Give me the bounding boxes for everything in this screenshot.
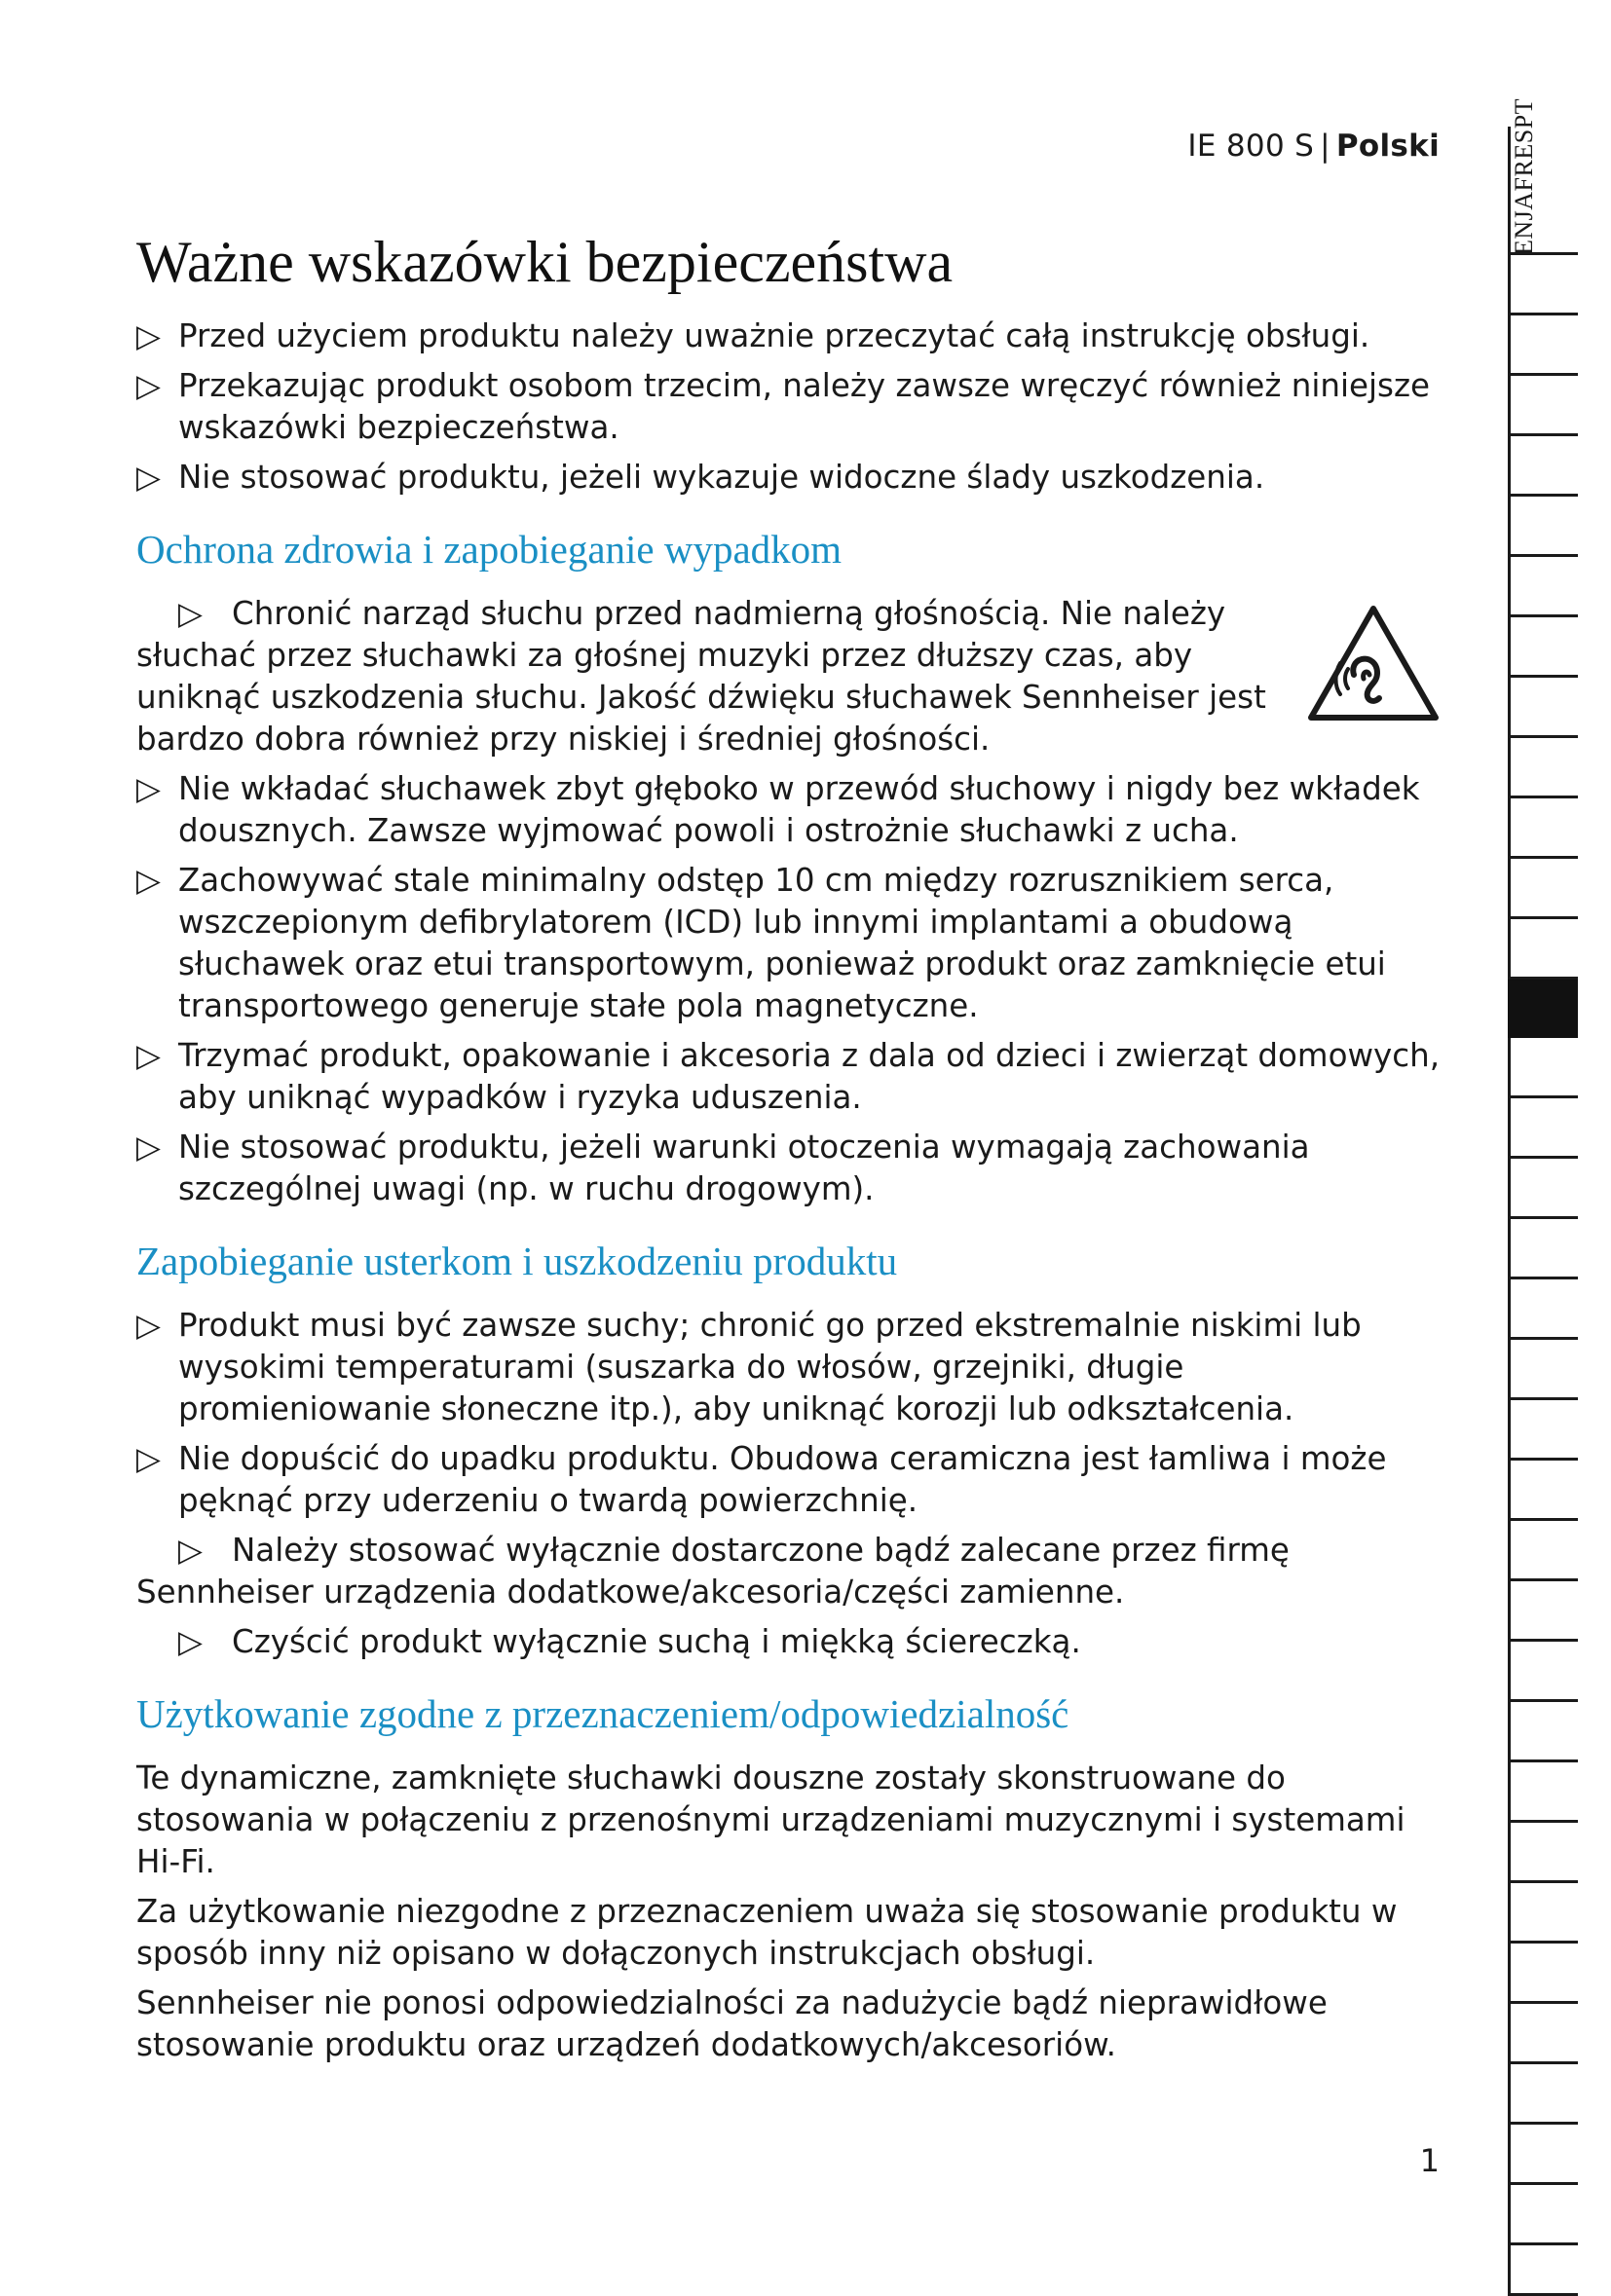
language-tab[interactable] (1508, 2064, 1578, 2125)
list-item-text: Trzymać produkt, opakowanie i akcesoria z dala od dzieci i zwierząt domowych, aby uniknąć wypadków i ryzyka uduszenia. (178, 1037, 1441, 1117)
bullet-triangle-icon: ▷ (178, 1623, 203, 1661)
language-tab[interactable] (1508, 1762, 1578, 1823)
list-item (136, 1621, 1442, 1663)
language-tab[interactable] (1508, 1159, 1578, 1219)
language-tab[interactable] (1508, 2004, 1578, 2064)
list-item (136, 593, 1286, 760)
language-tab[interactable] (1508, 1340, 1578, 1400)
bullet-triangle-icon: ▷ (136, 367, 161, 404)
list-item-text: Czyścić produkt wyłącznie suchą i miękką ściereczką. (232, 1623, 1081, 1661)
list-item-text: Przed użyciem produktu należy uważnie przeczytać całą instrukcję obsługi. (178, 317, 1370, 354)
language-tab[interactable] (1508, 919, 1578, 980)
language-tab[interactable] (1508, 497, 1578, 557)
section-title-usage: Użytkowanie zgodne z przeznaczeniem/odpowiedzialność (136, 1691, 1069, 1737)
language-tab[interactable] (1508, 1702, 1578, 1762)
header-language: Polski (1335, 129, 1440, 164)
language-tab[interactable] (1508, 1400, 1578, 1461)
language-tab[interactable] (1508, 557, 1578, 617)
list-item-text: Przekazując produkt osobom trzecim, należy zawsze wręczyć również niniejsze wskazówki bezpieczeństwa. (178, 367, 1431, 446)
language-tab[interactable] (1508, 1944, 1578, 2004)
list-item (136, 1127, 1442, 1210)
list-item-text: Produkt musi być zawsze suchy; chronić go przed ekstremalnie niskimi lub wysokimi temperaturami (suszarka do włosów, grzejniki, długie promieniowanie słoneczne itp.), aby uniknąć korozji lub odkształcenia. (178, 1307, 1362, 1428)
page-header (1187, 129, 1440, 164)
health-list (136, 768, 1442, 1210)
language-tab[interactable] (1508, 1038, 1578, 1098)
damage-list (136, 1305, 1442, 1663)
list-item (136, 1438, 1442, 1522)
section-title-health: Ochrona zdrowia i zapobieganie wypadkom (136, 527, 843, 572)
page-title: Ważne wskazówki bezpieczeństwa (136, 230, 954, 294)
language-tab[interactable] (1508, 436, 1578, 497)
language-tab[interactable] (1508, 255, 1578, 315)
list-item (136, 1035, 1442, 1119)
language-tab[interactable] (1508, 315, 1578, 376)
bullet-triangle-icon: ▷ (136, 1037, 161, 1075)
list-item (136, 860, 1442, 1027)
language-tab[interactable] (1508, 859, 1578, 919)
list-item-text: Należy stosować wyłącznie dostarczone bądź zalecane przez firmę Sennheiser urządzenia dodatkowe/akcesoria/części zamienne. (136, 1532, 1290, 1611)
list-item-text: Zachowywać stale minimalny odstęp 10 cm między rozrusznikiem serca, wszczepionym defibrylatorem (ICD) lub innymi implantami a obudową słuchawek oraz etui transportowym, ponieważ produkt oraz zamknięcie etui transportowego generuje stałe pola magnetyczne. (178, 862, 1386, 1025)
hearing-warning-icon (1305, 603, 1442, 723)
bullet-triangle-icon: ▷ (136, 862, 161, 900)
list-item-text: Chronić narząd słuchu przed nadmierną głośnością. Nie należy słuchać przez słuchawki za głośnej muzyki przez dłuższy czas, aby uniknąć uszkodzenia słuchu. Jakość dźwięku słuchawek Sennheiser jest bardzo dobra również przy niskiej i średniej głośności. (136, 595, 1266, 759)
language-tab[interactable] (1508, 738, 1578, 798)
list-item-text: Nie stosować produktu, jeżeli wykazuje widoczne ślady uszkodzenia. (178, 459, 1265, 496)
language-tab[interactable] (1508, 1642, 1578, 1702)
usage-paragraph: Sennheiser nie ponosi odpowiedzialności za nadużycie bądź nieprawidłowe stosowanie produktu oraz urządzeń dodatkowych/akcesoriów. (136, 1984, 1328, 2064)
section-title-damage: Zapobieganie usterkom i uszkodzeniu produktu (136, 1239, 898, 1284)
list-item (136, 768, 1442, 852)
language-tab[interactable] (1508, 678, 1578, 738)
language-tab-label: ENJAFRESPT (1510, 97, 1538, 255)
bullet-triangle-icon: ▷ (136, 317, 161, 354)
usage-paragraph: Te dynamiczne, zamknięte słuchawki douszne zostały skonstruowane do stosowania w połączeniu z przenośnymi urządzeniami muzycznymi i systemami Hi-Fi. (136, 1759, 1405, 1881)
language-tab[interactable] (1508, 1279, 1578, 1340)
language-tab[interactable] (1508, 617, 1578, 678)
list-item (136, 1305, 1442, 1430)
language-tab[interactable] (1508, 1883, 1578, 1944)
list-item-text: Nie stosować produktu, jeżeli warunki otoczenia wymagają zachowania szczególnej uwagi (np. w ruchu drogowym). (178, 1129, 1310, 1208)
list-item (136, 457, 1442, 499)
language-tab[interactable] (1508, 1098, 1578, 1159)
language-tab-active[interactable] (1508, 978, 1578, 1038)
bullet-triangle-icon: ▷ (136, 459, 161, 496)
list-item-text: Nie wkładać słuchawek zbyt głęboko w przewód słuchowy i nigdy bez wkładek dousznych. Zawsze wyjmować powoli i ostrożnie słuchawki z ucha. (178, 770, 1420, 850)
language-tab[interactable] (1508, 1581, 1578, 1642)
language-tab[interactable] (1508, 798, 1578, 859)
list-item (136, 315, 1442, 357)
hearing-warning (136, 593, 1442, 760)
language-tab[interactable] (1508, 376, 1578, 436)
intro-list (136, 315, 1442, 499)
bullet-triangle-icon: ▷ (178, 1532, 203, 1570)
page-number: 1 (1419, 2142, 1440, 2179)
language-tab[interactable] (1508, 127, 1578, 255)
language-tab[interactable] (1508, 2245, 1578, 2296)
header-separator: | (1320, 129, 1330, 164)
language-tab[interactable] (1508, 1823, 1578, 1883)
bullet-triangle-icon: ▷ (136, 1129, 161, 1167)
header-model: IE 800 S (1187, 129, 1315, 164)
language-tab[interactable] (1508, 1219, 1578, 1279)
usage-paragraph: Za użytkowanie niezgodne z przeznaczeniem uważa się stosowanie produktu w sposób inny niż opisano w dołączonych instrukcjach obsługi. (136, 1893, 1398, 1973)
page-content (136, 230, 1442, 2074)
bullet-triangle-icon: ▷ (136, 1440, 161, 1478)
bullet-triangle-icon: ▷ (136, 1307, 161, 1345)
language-tab[interactable] (1508, 1521, 1578, 1581)
language-tab[interactable] (1508, 1461, 1578, 1521)
list-item (136, 365, 1442, 449)
bullet-triangle-icon: ▷ (136, 770, 161, 808)
language-tab[interactable] (1508, 2185, 1578, 2245)
language-tab[interactable] (1508, 2125, 1578, 2185)
list-item (136, 1530, 1442, 1613)
bullet-triangle-icon: ▷ (178, 595, 203, 633)
list-item-text: Nie dopuścić do upadku produktu. Obudowa ceramiczna jest łamliwa i może pęknąć przy uderzeniu o twardą powierzchnię. (178, 1440, 1387, 1520)
